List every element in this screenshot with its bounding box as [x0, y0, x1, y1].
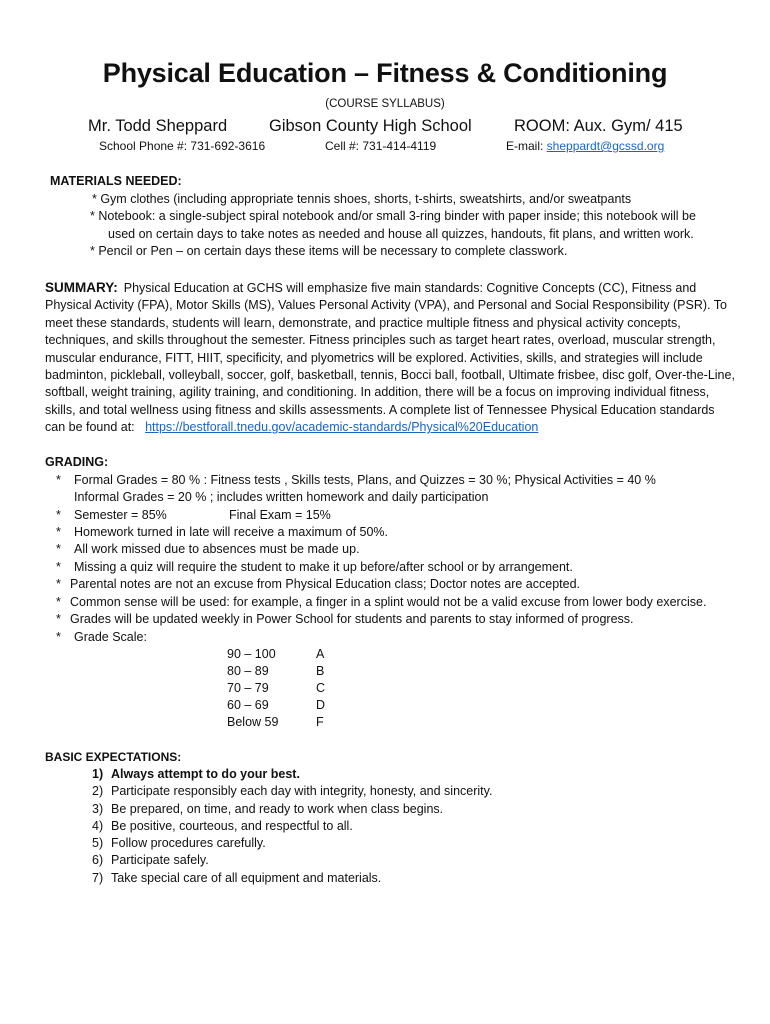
grade-letter: C — [316, 681, 326, 695]
item-number: 6) — [92, 853, 104, 868]
email-line — [506, 139, 664, 153]
materials-item: * Pencil or Pen – on certain days these items will be necessary to complete classwork. — [90, 244, 568, 258]
room-info: ROOM: Aux. Gym/ 415 — [514, 117, 683, 135]
grading-rule: Grades will be updated weekly in Power School for students and parents to stay informed of progress. — [70, 612, 634, 626]
summary-paragraph — [45, 279, 735, 437]
item-number: 5) — [92, 836, 104, 851]
standards-link[interactable]: https://bestforall.tnedu.gov/academic-standards/Physical%20Education — [145, 420, 539, 435]
bullet: * — [56, 508, 61, 522]
item-text: Take special care of all equipment and materials. — [111, 870, 382, 885]
final-exam-weight: Final Exam = 15% — [229, 508, 331, 522]
school-phone: School Phone #: 731-692-3616 — [99, 139, 266, 153]
summary-text: Physical Education at GCHS will emphasize five main standards: Cognitive Concepts (CC), Fitness and Physical Activity (FPA), Motor Skills (MS), Values Personal Activity (VPA), and Personal and Social Responsibility (PSR). To meet these standards, students will learn, demonstrate, and practice multiple fitness and physical activity concepts, techniques, and skills throughout the semester. Fitness principles such as target heart rates, overload, muscular strength, muscular endurance, FITT, HIIT, specificity, and plyometrics will be explored. Activities, skills, and strategies will include badminton, pickleball, volleyball, soccer, golf, basketball, tennis, Bocci ball, football, Ultimate frisbee, disc golf, Over-the-Line, softball, weight training, agility training, and conditioning. In addition, there will be a focus on improving individual fitness, skills, and total wellness using fitness and skills assessments. A complete list of Tennessee Physical Education standards can be found at: — [45, 281, 735, 435]
bullet: * — [56, 630, 61, 644]
item-number: 7) — [92, 870, 104, 885]
item-number: 1) — [92, 767, 104, 781]
grade-range: Below 59 — [227, 715, 279, 729]
materials-item: * Notebook: a single-subject spiral notebook and/or small 3-ring binder with paper inside; this notebook will be — [90, 209, 696, 223]
item-text: Follow procedures carefully. — [111, 836, 266, 851]
list-item — [92, 852, 492, 869]
expectations-list — [92, 766, 492, 887]
grading-rule: Homework turned in late will receive a maximum of 50%. — [74, 525, 389, 539]
grading-rule: Missing a quiz will require the student to make it up before/after school or by arrangement. — [74, 560, 573, 574]
summary-heading: SUMMARY: — [45, 280, 118, 295]
cell-phone: Cell #: 731-414-4119 — [325, 139, 437, 153]
grade-letter: D — [316, 698, 326, 712]
email-link[interactable]: sheppardt@gcssd.org — [546, 139, 665, 153]
formal-grades: Formal Grades = 80 % : Fitness tests , Skills tests, Plans, and Quizzes = 30 %; Physical Activities = 40 % — [74, 473, 656, 487]
list-item — [92, 818, 492, 835]
item-text: Be prepared, on time, and ready to work when class begins. — [111, 801, 444, 816]
page-subtitle: (COURSE SYLLABUS) — [325, 98, 445, 110]
item-number: 4) — [92, 818, 104, 833]
expectations-heading: BASIC EXPECTATIONS: — [45, 750, 182, 764]
page-title: Physical Education – Fitness & Conditioning — [102, 58, 668, 88]
grading-rule: All work missed due to absences must be made up. — [74, 542, 360, 556]
grade-letter: B — [316, 664, 325, 678]
list-item — [92, 783, 492, 800]
bullet: * — [56, 560, 61, 574]
email-label: E-mail: — [506, 139, 547, 153]
grade-range: 80 – 89 — [227, 664, 269, 678]
materials-item-continued: used on certain days to take notes as needed and house all quizzes, handouts, fit plans, and written work. — [108, 227, 694, 241]
item-number: 3) — [92, 801, 104, 816]
bullet: * — [56, 542, 61, 556]
grade-letter: F — [316, 715, 324, 729]
school-name: Gibson County High School — [269, 117, 472, 135]
bullet: * — [56, 473, 61, 487]
item-text: Be positive, courteous, and respectful to all. — [111, 818, 353, 833]
list-item — [92, 766, 492, 783]
grading-heading: GRADING: — [45, 455, 109, 469]
grade-scale-label: Grade Scale: — [74, 630, 147, 644]
item-text: Participate safely. — [111, 853, 209, 868]
grading-rule: Parental notes are not an excuse from Physical Education class; Doctor notes are accepted. — [70, 577, 580, 591]
semester-weight: Semester = 85% — [74, 508, 167, 522]
materials-item: * Gym clothes (including appropriate tennis shoes, shorts, t-shirts, sweatshirts, and/or sweatpants — [92, 192, 632, 206]
item-text: Always attempt to do your best. — [111, 767, 300, 781]
item-number: 2) — [92, 784, 104, 799]
bullet: * — [56, 525, 61, 539]
bullet: * — [56, 595, 61, 609]
bullet: * — [56, 612, 61, 626]
list-item — [92, 835, 492, 852]
grade-letter: A — [316, 647, 325, 661]
grading-rule: Common sense will be used: for example, a finger in a splint would not be a valid excuse from lower body exercise. — [70, 595, 707, 609]
grade-range: 60 – 69 — [227, 698, 269, 712]
grade-range: 70 – 79 — [227, 681, 269, 695]
bullet: * — [56, 577, 61, 591]
teacher-name: Mr. Todd Sheppard — [88, 117, 228, 135]
list-item — [92, 870, 492, 887]
grade-range: 90 – 100 — [227, 647, 276, 661]
list-item — [92, 801, 492, 818]
materials-heading: MATERIALS NEEDED: — [50, 174, 182, 188]
item-text: Participate responsibly each day with integrity, honesty, and sincerity. — [111, 784, 493, 799]
informal-grades: Informal Grades = 20 % ; includes written homework and daily participation — [74, 490, 489, 504]
